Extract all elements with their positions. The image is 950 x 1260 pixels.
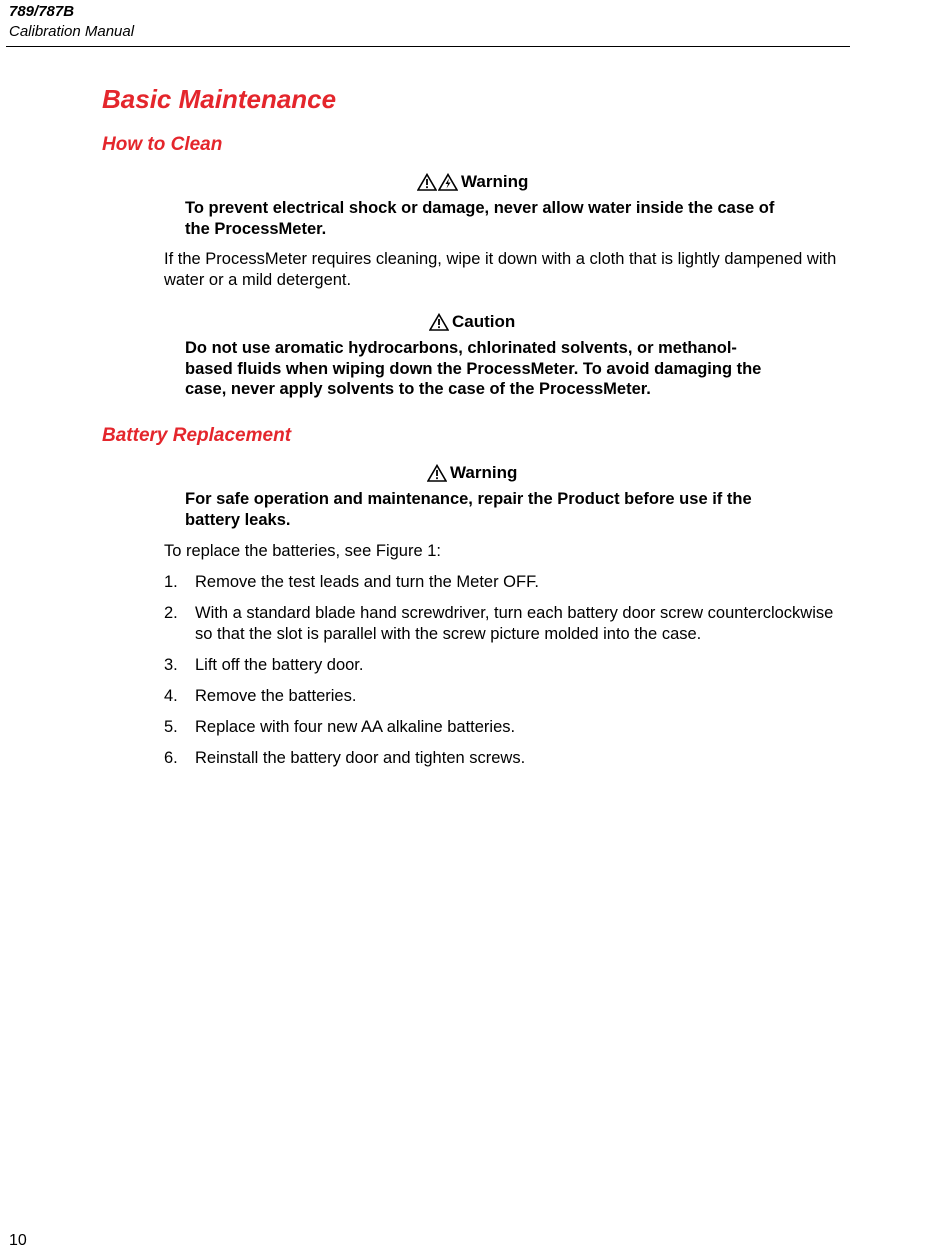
step-text: Remove the batteries. [195,686,357,705]
list-item [164,572,834,593]
hazard-icon [427,464,447,482]
list-item [164,686,834,707]
step-number: 5. [164,717,178,736]
step-text: Lift off the battery door. [195,655,364,674]
list-item [164,655,834,676]
page-title: Basic Maintenance [102,84,337,114]
warning-text-clean: To prevent electrical shock or damage, never allow water inside the case of the ProcessMeter. [185,199,775,238]
caution-title [429,312,515,332]
warning-label: Warning [450,463,518,482]
header-rule [6,46,850,47]
step-text: With a standard blade hand screwdriver, turn each battery door screw counterclockwise so that the slot is parallel with the screw picture molded into the case. [195,604,834,643]
section-heading-how-to-clean: How to Clean [102,134,223,155]
list-item [164,603,834,644]
battery-steps-list [164,572,834,779]
battery-intro: To replace the batteries, see Figure 1: [164,542,441,560]
step-text: Replace with four new AA alkaline batteries. [195,717,516,736]
step-text: Reinstall the battery door and tighten screws. [195,748,526,767]
warning-text-battery: For safe operation and maintenance, repair the Product before use if the battery leaks. [185,490,752,529]
caution-label: Caution [452,312,516,331]
step-number: 2. [164,604,178,622]
step-number: 6. [164,748,178,767]
header-model: 789/787B [9,3,75,20]
header-manual-title: Calibration Manual [9,23,135,40]
warning-label: Warning [461,172,529,191]
section-heading-battery-replacement: Battery Replacement [102,425,292,446]
list-item [164,717,834,738]
page-number: 10 [9,1232,27,1249]
step-number: 1. [164,573,178,591]
step-number: 3. [164,655,178,674]
warning-title-clean [417,172,528,192]
hazard-icon [417,173,437,191]
hazard-icon [429,313,449,331]
electric-shock-icon [438,173,458,191]
caution-text: Do not use aromatic hydrocarbons, chlorinated solvents, or methanol-based fluids when wiping down the ProcessMeter. To avoid damaging the case, never apply solvents to the case of the ProcessMeter. [185,339,762,398]
cleaning-paragraph: If the ProcessMeter requires cleaning, wipe it down with a cloth that is lightly dampened with water or a mild detergent. [164,250,837,289]
list-item [164,748,834,769]
step-text: Remove the test leads and turn the Meter OFF. [195,573,539,591]
warning-title-battery [427,463,517,483]
step-number: 4. [164,686,178,705]
